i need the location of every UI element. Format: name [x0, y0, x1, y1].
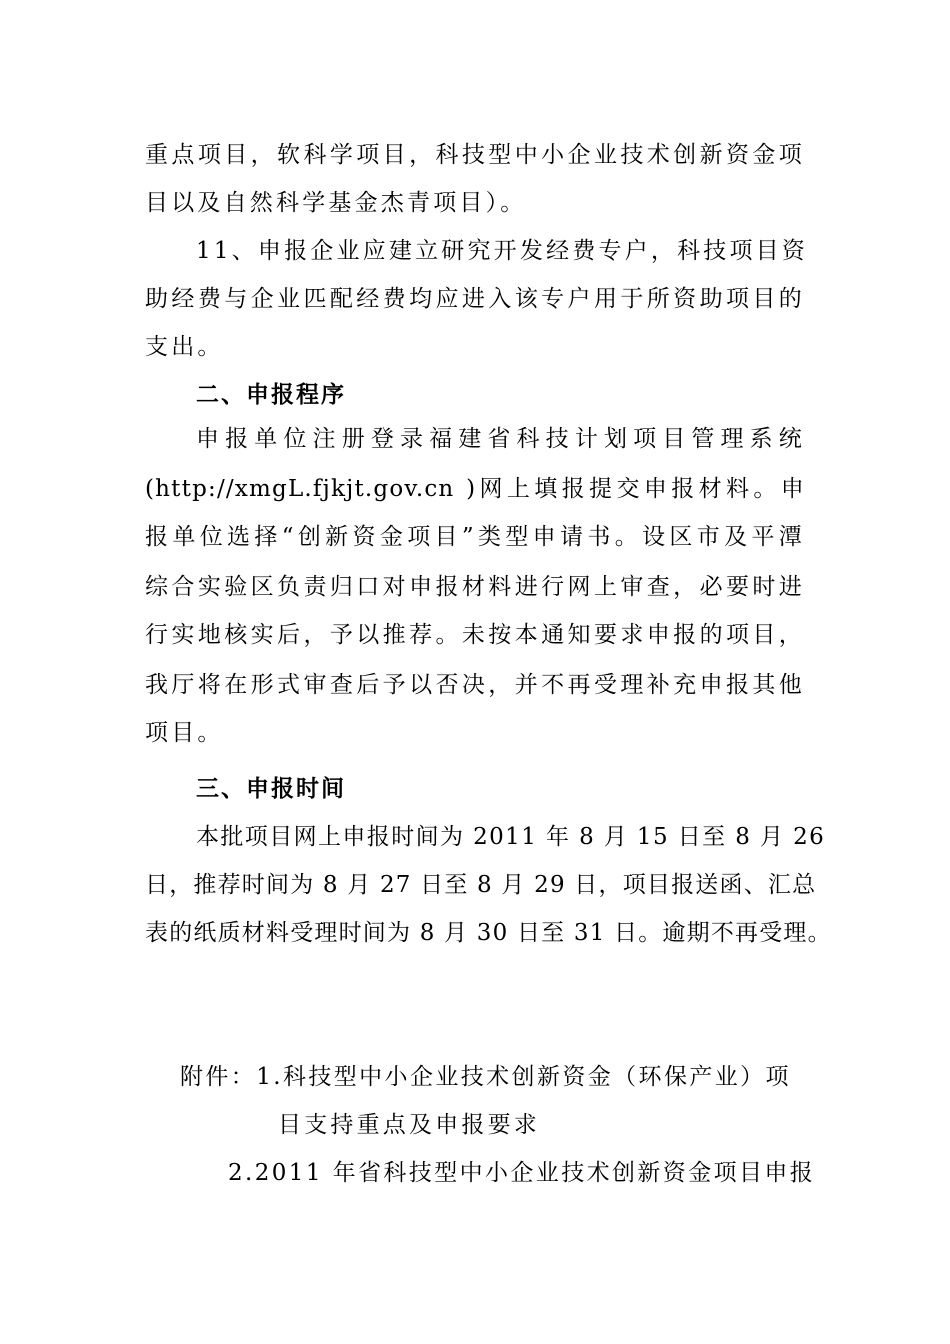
body-text-line: 支出。	[145, 334, 224, 360]
body-text-line: 目以及自然科学基金杰青项目）。	[145, 190, 527, 216]
body-text-line: 11、申报企业应建立研究开发经费专户，科技项目资	[196, 238, 809, 264]
body-text-line: 行实地核实后，予以推荐。未按本通知要求申报的项目，	[145, 622, 805, 648]
body-text-line: 申报单位注册登录福建省科技计划项目管理系统	[196, 426, 805, 452]
body-text-line: 报单位选择“创新资金项目”类型申请书。设区市及平潭	[145, 524, 805, 550]
body-text-line: 日，推荐时间为 8 月 27 日至 8 月 29 日，项目报送函、汇总	[145, 872, 817, 898]
attachment-line: 目支持重点及申报要求	[278, 1112, 540, 1138]
body-text-line: 表的纸质材料受理时间为 8 月 30 日至 31 日。逾期不再受理。	[145, 920, 832, 946]
attachment-line: 附件：1.科技型中小企业技术创新资金（环保产业）项	[180, 1064, 791, 1090]
attachment-line: 2.2011 年省科技型中小企业技术创新资金项目申报	[228, 1160, 816, 1186]
section-heading: 二、申报程序	[196, 382, 346, 408]
body-text-line: 本批项目网上申报时间为 2011 年 8 月 15 日至 8 月 26	[196, 824, 826, 850]
section-heading: 三、申报时间	[196, 776, 346, 802]
body-text-line: 综合实验区负责归口对申报材料进行网上审查，必要时进	[145, 574, 805, 600]
body-text-line: 助经费与企业匹配经费均应进入该专户用于所资助项目的	[145, 286, 805, 312]
body-text-line: 项目。	[145, 720, 224, 746]
body-text-line: (http://xmgL.fjkjt.gov.cn )网上填报提交申报材料。申	[145, 476, 805, 502]
body-text-line: 我厅将在形式审查后予以否决，并不再受理补充申报其他	[145, 672, 805, 698]
body-text-line: 重点项目，软科学项目，科技型中小企业技术创新资金项	[145, 142, 805, 168]
